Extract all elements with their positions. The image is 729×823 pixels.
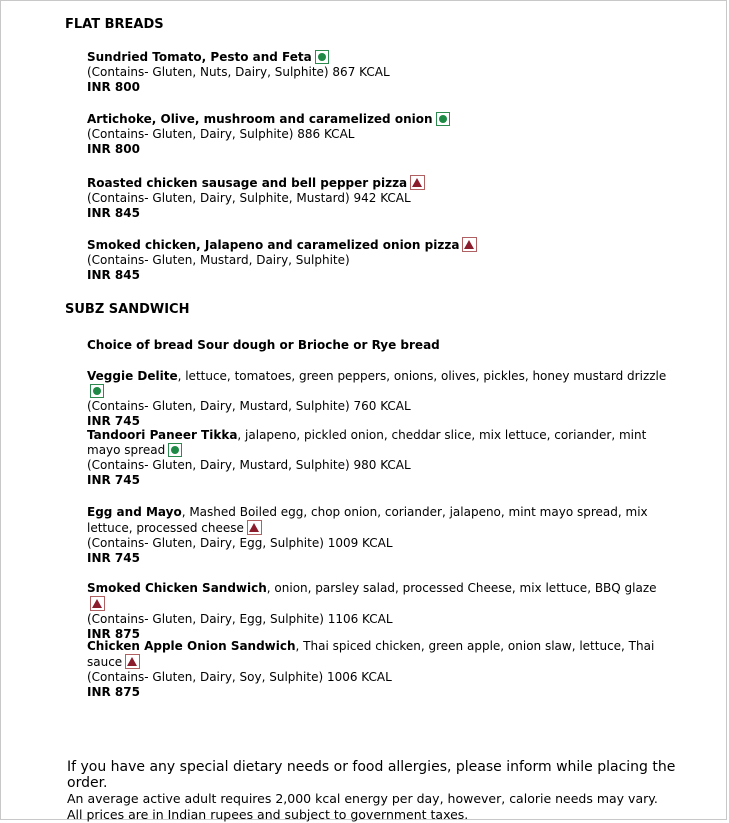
item-name: Chicken Apple Onion Sandwich [87, 639, 296, 653]
menu-item [87, 237, 667, 283]
item-description: (Contains- Gluten, Dairy, Mustard, Sulphite) 760 KCAL [87, 399, 411, 413]
item-ingredients: , Mashed Boiled egg, chop onion, coriander, jalapeno, mint mayo spread, mix lettuce, processed cheese [87, 505, 648, 535]
item-price: INR 845 [87, 206, 140, 220]
item-description: (Contains- Gluten, Dairy, Sulphite, Mustard) 942 KCAL [87, 191, 411, 205]
item-price: INR 875 [87, 685, 140, 699]
item-price: INR 745 [87, 551, 140, 565]
item-name: Smoked Chicken Sandwich [87, 581, 267, 595]
menu-item [87, 505, 667, 566]
menu-item [87, 581, 667, 642]
item-description: (Contains- Gluten, Dairy, Mustard, Sulphite) 980 KCAL [87, 458, 411, 472]
item-price: INR 875 [87, 627, 140, 641]
item-ingredients: , lettuce, tomatoes, green peppers, onions, olives, pickles, honey mustard drizzle [177, 369, 667, 383]
section-heading-flat-breads: FLAT BREADS [65, 17, 164, 32]
item-price: INR 845 [87, 268, 140, 282]
non-veg-icon [462, 237, 477, 252]
item-name: Roasted chicken sausage and bell pepper pizza [87, 176, 408, 190]
section-heading-subz-sandwich: SUBZ SANDWICH [65, 302, 190, 317]
item-price: INR 745 [87, 473, 140, 487]
footer-dietary-note: If you have any special dietary needs or food allergies, please inform while placing the order. [67, 759, 676, 791]
item-description: (Contains- Gluten, Dairy, Egg, Sulphite) 1009 KCAL [87, 536, 393, 550]
item-ingredients: , Thai spiced chicken, green apple, onion slaw, lettuce, Thai sauce [87, 639, 655, 669]
non-veg-icon [90, 596, 105, 611]
item-name: Egg and Mayo [87, 505, 182, 519]
non-veg-icon [410, 175, 425, 190]
footer-calorie-note: An average active adult requires 2,000 kcal energy per day, however, calorie needs may vary. [67, 791, 658, 806]
bread-choice-note: Choice of bread Sour dough or Brioche or Rye bread [87, 338, 440, 352]
menu-item [87, 639, 667, 700]
item-price: INR 800 [87, 80, 140, 94]
menu-item [87, 112, 667, 157]
footer-price-note: All prices are in Indian rupees and subject to government taxes. [67, 807, 469, 822]
menu-item [87, 50, 667, 95]
item-description: (Contains- Gluten, Nuts, Dairy, Sulphite) 867 KCAL [87, 65, 390, 79]
veg-icon [315, 50, 329, 64]
item-name: Sundried Tomato, Pesto and Feta [87, 50, 312, 64]
menu-item [87, 175, 667, 221]
footer-notes [67, 759, 707, 823]
item-price: INR 745 [87, 414, 140, 428]
veg-icon [436, 112, 450, 126]
item-description: (Contains- Gluten, Dairy, Sulphite) 886 KCAL [87, 127, 355, 141]
veg-icon [168, 443, 182, 457]
item-name: Smoked chicken, Jalapeno and caramelized onion pizza [87, 238, 460, 252]
item-ingredients: , jalapeno, pickled onion, cheddar slice, mix lettuce, coriander, mint mayo spread [87, 428, 647, 457]
item-name: Tandoori Paneer Tikka [87, 428, 238, 442]
menu-item [87, 369, 667, 429]
veg-icon [90, 384, 104, 398]
item-ingredients: , onion, parsley salad, processed Cheese, mix lettuce, BBQ glaze [266, 581, 657, 595]
non-veg-icon [247, 520, 262, 535]
item-description: (Contains- Gluten, Dairy, Egg, Sulphite) 1106 KCAL [87, 612, 393, 626]
item-description: (Contains- Gluten, Mustard, Dairy, Sulphite) [87, 253, 350, 267]
item-name: Veggie Delite [87, 369, 178, 383]
menu-item [87, 428, 667, 488]
item-name: Artichoke, Olive, mushroom and caramelized onion [87, 112, 433, 126]
item-price: INR 800 [87, 142, 140, 156]
non-veg-icon [125, 654, 140, 669]
item-description: (Contains- Gluten, Dairy, Soy, Sulphite) 1006 KCAL [87, 670, 392, 684]
